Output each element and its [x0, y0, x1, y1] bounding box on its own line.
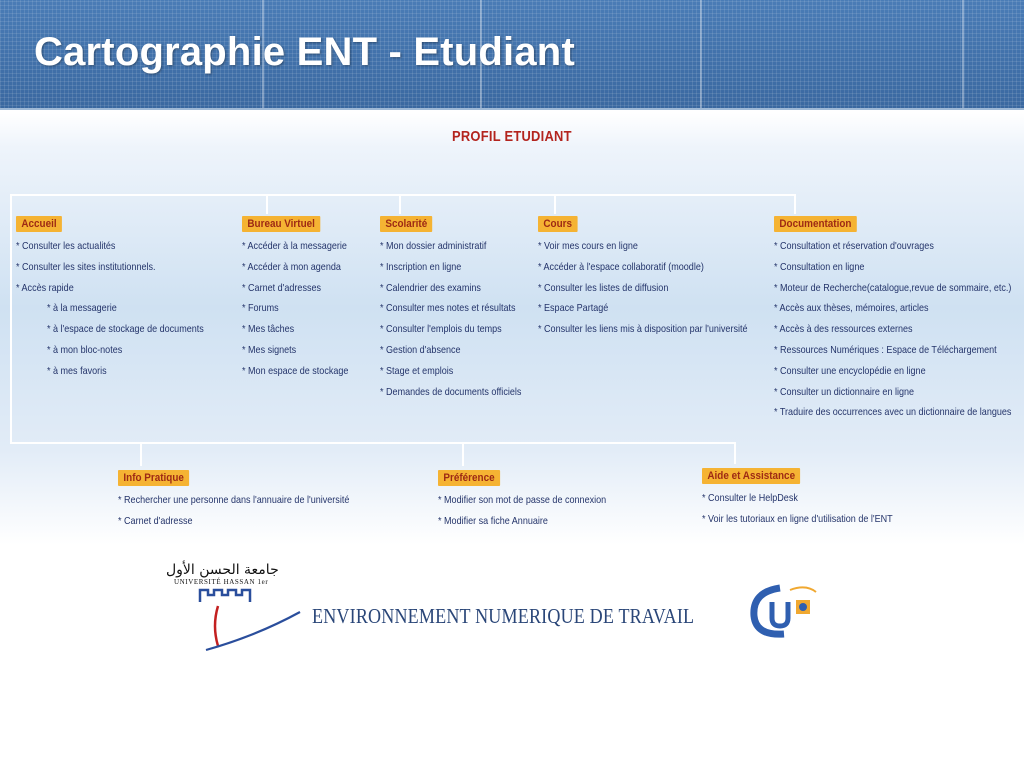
category-item: * Consulter les sites institutionnels. — [16, 260, 156, 273]
category-item: * Mon espace de stockage — [242, 364, 349, 377]
category-item: * Consultation en ligne — [774, 260, 865, 273]
category-items — [774, 236, 1024, 423]
category-cours — [538, 214, 782, 340]
category-item: * Accès rapide — [16, 281, 74, 294]
category-item: * Demandes de documents officiels — [380, 385, 522, 398]
category-item: * Accéder à mon agenda — [242, 260, 341, 273]
category-label: Accueil — [16, 216, 62, 232]
category-item: * Consultation et réservation d'ouvrages — [774, 240, 934, 252]
category-item: * Consulter les actualités — [16, 240, 116, 252]
ent-title: ENVIRONNEMENT NUMERIQUE DE TRAVAIL — [312, 604, 695, 628]
university-name-arabic: جامعة الحسن الأول — [166, 562, 279, 578]
category-item: * Accéder à la messagerie — [242, 240, 347, 252]
category-item: * Accès aux thèses, mémoires, articles — [774, 302, 929, 315]
connector-aide — [734, 442, 736, 464]
connector-cours — [554, 194, 556, 214]
category-items — [242, 236, 366, 382]
category-item: * Calendrier des examins — [380, 281, 481, 294]
category-item: * Modifier son mot de passe de connexion — [438, 494, 607, 506]
category-item: * Consulter un dictionnaire en ligne — [774, 385, 915, 398]
category-item: * Traduire des occurrences avec un dictionnaire de langues — [774, 406, 1012, 419]
category-accueil — [16, 214, 234, 382]
connector-left-vertical — [10, 196, 12, 444]
category-documentation — [774, 214, 1024, 423]
diagram-area — [0, 113, 1024, 545]
category-item: * Consulter une encyclopédie en ligne — [774, 364, 926, 377]
category-bureau-virtuel — [242, 214, 366, 382]
category-item: * Carnet d'adresse — [118, 514, 193, 527]
category-subitem: * à l'espace de stockage de documents — [46, 323, 204, 336]
category-item: * Mes tâches — [242, 323, 295, 336]
category-label: Préférence — [438, 470, 500, 486]
category-item: * Espace Partagé — [538, 302, 609, 315]
category-item: * Consulter l'emplois du temps — [380, 323, 502, 336]
profile-title: PROFIL ETUDIANT — [452, 128, 572, 145]
category-item: * Moteur de Recherche(catalogue,revue de sommaire, etc.) — [774, 281, 1012, 294]
category-label: Cours — [538, 216, 577, 232]
logo-area — [0, 548, 1024, 668]
connector-bottom — [10, 442, 736, 444]
category-item: * Consulter les liens mis à disposition par l'université — [538, 323, 748, 336]
category-item: * Ressources Numériques : Espace de Téléchargement — [774, 343, 997, 356]
university-hassan-logo-icon — [196, 586, 306, 656]
title-bar — [0, 0, 1024, 110]
page-title: Cartographie ENT - Etudiant — [34, 30, 575, 74]
category-item: * Consulter mes notes et résultats — [380, 302, 516, 315]
category-info-pratique — [118, 468, 387, 532]
category-item: * Modifier sa fiche Annuaire — [438, 514, 548, 527]
category-item: * Voir les tutoriaux en ligne d'utilisation de l'ENT — [702, 512, 893, 525]
category-scolarite — [380, 214, 544, 402]
category-subitem: * à mes favoris — [46, 364, 107, 377]
connector-bureau — [266, 194, 268, 214]
category-label: Aide et Assistance — [702, 468, 800, 484]
computing-center-logo-icon — [750, 578, 822, 642]
category-item: * Forums — [242, 302, 279, 315]
title-bar-divider — [962, 0, 964, 110]
connector-top — [10, 194, 796, 196]
category-label: Bureau Virtuel — [242, 216, 320, 232]
category-items — [538, 236, 782, 340]
connector-documentation — [794, 194, 796, 214]
category-item: * Mon dossier administratif — [380, 240, 487, 252]
category-item: * Stage et emplois — [380, 364, 454, 377]
category-items — [702, 488, 924, 530]
category-items — [118, 490, 387, 532]
category-aide-assistance — [702, 466, 924, 530]
category-item: * Consulter le HelpDesk — [702, 492, 798, 504]
category-item: * Carnet d'adresses — [242, 281, 322, 294]
category-label: Scolarité — [380, 216, 433, 232]
category-item: * Accès à des ressources externes — [774, 323, 913, 336]
category-label: Documentation — [774, 216, 857, 232]
connector-info — [140, 442, 142, 466]
category-item: * Inscription en ligne — [380, 260, 462, 273]
category-item: * Rechercher une personne dans l'annuaire de l'université — [118, 494, 350, 506]
category-item: * Accéder à l'espace collaboratif (moodle) — [538, 260, 704, 273]
category-items — [16, 236, 234, 382]
category-subitem: * à la messagerie — [46, 302, 117, 315]
connector-scolarite — [399, 194, 401, 214]
connector-preference — [462, 442, 464, 466]
category-label: Info Pratique — [118, 470, 189, 486]
category-preference — [438, 468, 634, 532]
title-bar-bottom-line — [0, 108, 1024, 110]
category-items — [438, 490, 634, 532]
category-items — [380, 236, 544, 402]
category-item: * Gestion d'absence — [380, 343, 461, 356]
category-item: * Voir mes cours en ligne — [538, 240, 638, 252]
category-item: * Consulter les listes de diffusion — [538, 281, 669, 294]
title-bar-divider — [700, 0, 702, 110]
university-name-latin: UNIVERSITÉ HASSAN 1er — [174, 578, 269, 586]
category-subitem: * à mon bloc-notes — [46, 343, 123, 356]
category-item: * Mes signets — [242, 343, 297, 356]
